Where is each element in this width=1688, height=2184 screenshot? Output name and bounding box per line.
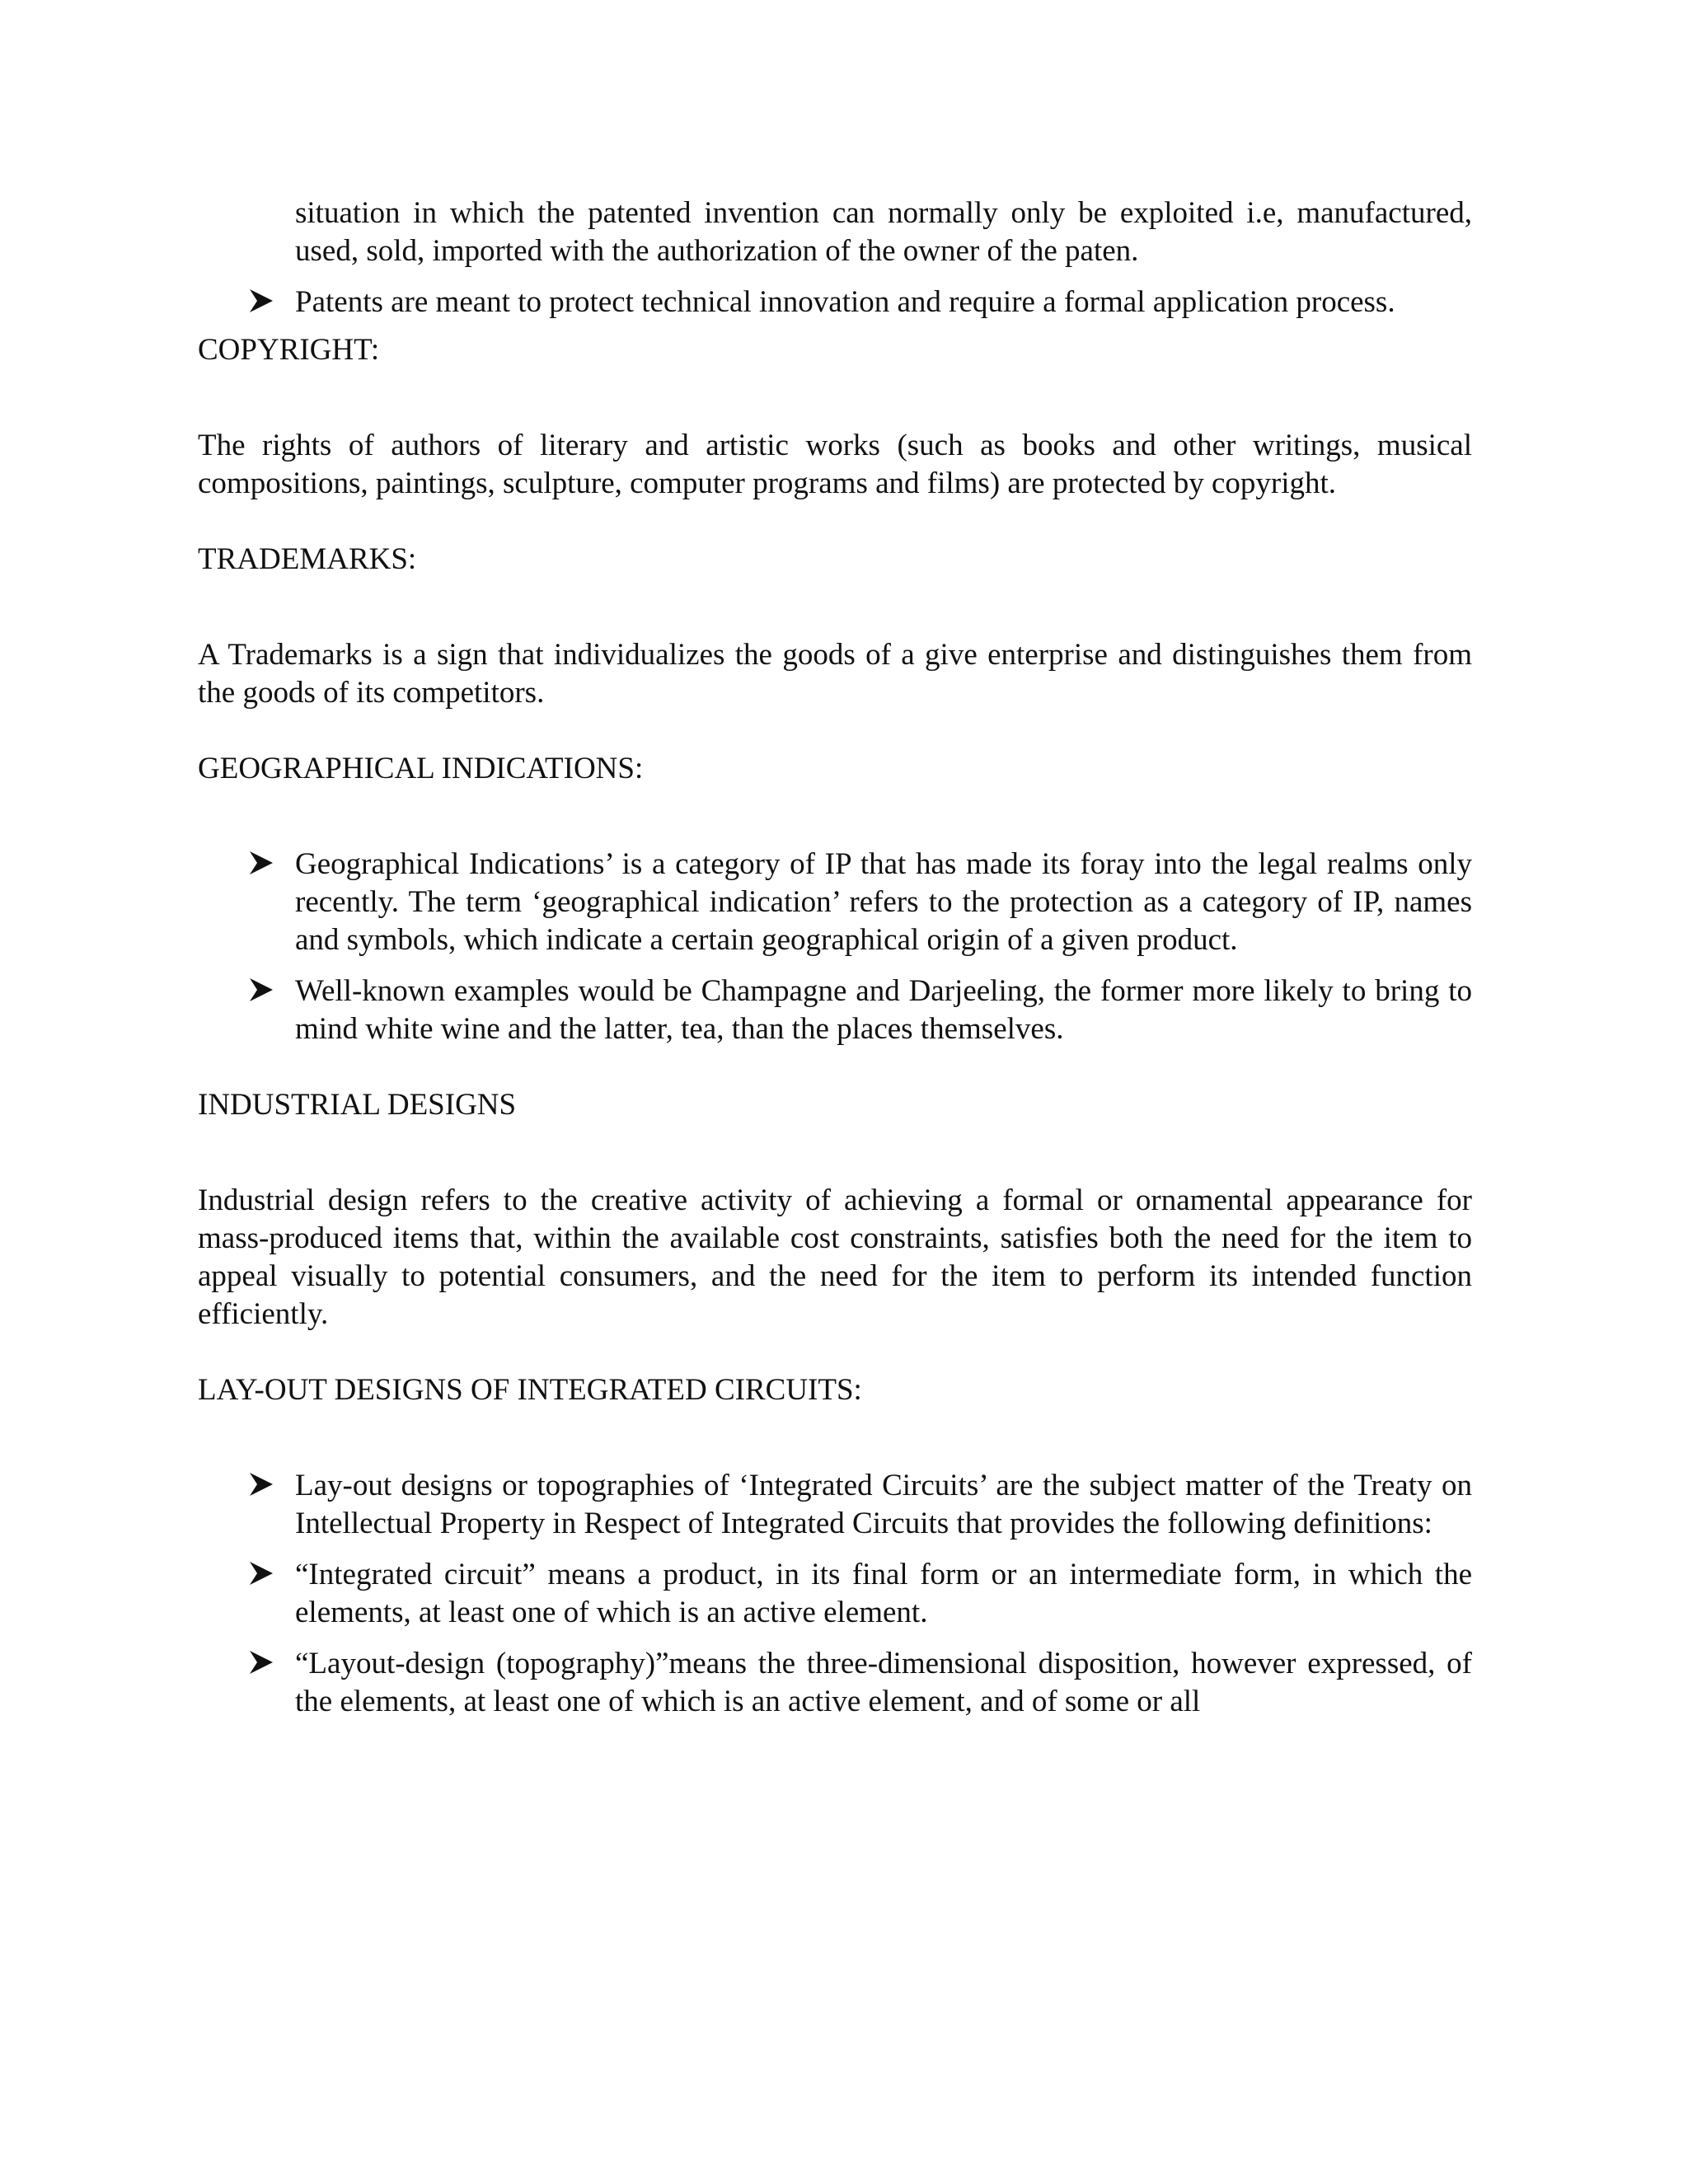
list-item: [198, 284, 1472, 321]
list-item: [198, 1645, 1472, 1721]
copyright-heading: COPYRIGHT:: [198, 333, 380, 367]
patent-bullet-list: [198, 284, 1472, 321]
arrowhead-bullet-icon: [247, 976, 275, 1004]
bullet-text: “Layout-design (topography)”means the three-dimensional disposition, however expressed, of the elements, at least one of which is an active element, and of some or all: [295, 1647, 1472, 1718]
bullet-text: Lay-out designs or topographies of ‘Integrated Circuits’ are the subject matter of the Treaty on Intellectual Property in Respect of Integrated Circuits that provides the following definitions:: [295, 1469, 1472, 1540]
geographical-indications-heading: GEOGRAPHICAL INDICATIONS:: [198, 752, 644, 785]
copyright-paragraph: The rights of authors of literary and artistic works (such as books and other writings, musical compositions, paintings, sculpture, computer programs and films) are protected by copyright.: [198, 429, 1472, 500]
bullet-text: Well-known examples would be Champagne and Darjeeling, the former more likely to bring to mind white wine and the latter, tea, than the places themselves.: [295, 974, 1472, 1046]
industrial-designs-paragraph: Industrial design refers to the creative activity of achieving a formal or ornamental appearance for mass-produced items that, within the available cost constraints, satisfies both the need for the item to appeal visually to potential consumers, and the need for the item to perform its intended function efficiently.: [198, 1183, 1472, 1331]
industrial-designs-heading: INDUSTRIAL DESIGNS: [198, 1088, 517, 1122]
arrowhead-bullet-icon: [247, 1470, 275, 1498]
arrowhead-bullet-icon: [247, 1559, 275, 1587]
bullet-text: Geographical Indications’ is a category of IP that has made its foray into the legal realms only recently. The term ‘geographical indication’ refers to the protection as a category of IP, names and symbols, which indicate a certain geographical origin of a given product.: [295, 847, 1472, 957]
list-item: [198, 1556, 1472, 1632]
list-item: [198, 846, 1472, 959]
trademarks-paragraph: A Trademarks is a sign that individualizes the goods of a give enterprise and distinguishes them from the goods of its competitors.: [198, 638, 1472, 710]
bullet-text: “Integrated circuit” means a product, in its final form or an intermediate form, in which the elements, at least one of which is an active element.: [295, 1558, 1472, 1629]
patent-continuation-text: situation in which the patented invention can normally only be exploited i.e, manufactured, used, sold, imported with the authorization of the owner of the paten.: [295, 196, 1472, 268]
geographical-bullet-list: [198, 846, 1472, 1048]
arrowhead-bullet-icon: [247, 849, 275, 877]
list-item: [198, 972, 1472, 1048]
trademarks-heading: TRADEMARKS:: [198, 542, 417, 576]
bullet-text: Patents are meant to protect technical innovation and require a formal application process.: [295, 285, 1395, 319]
list-item: [198, 1467, 1472, 1543]
arrowhead-bullet-icon: [247, 287, 275, 315]
arrowhead-bullet-icon: [247, 1648, 275, 1676]
layout-designs-bullet-list: [198, 1467, 1472, 1721]
layout-designs-heading: LAY-OUT DESIGNS OF INTEGRATED CIRCUITS:: [198, 1373, 862, 1407]
page-content: [198, 194, 1472, 1721]
